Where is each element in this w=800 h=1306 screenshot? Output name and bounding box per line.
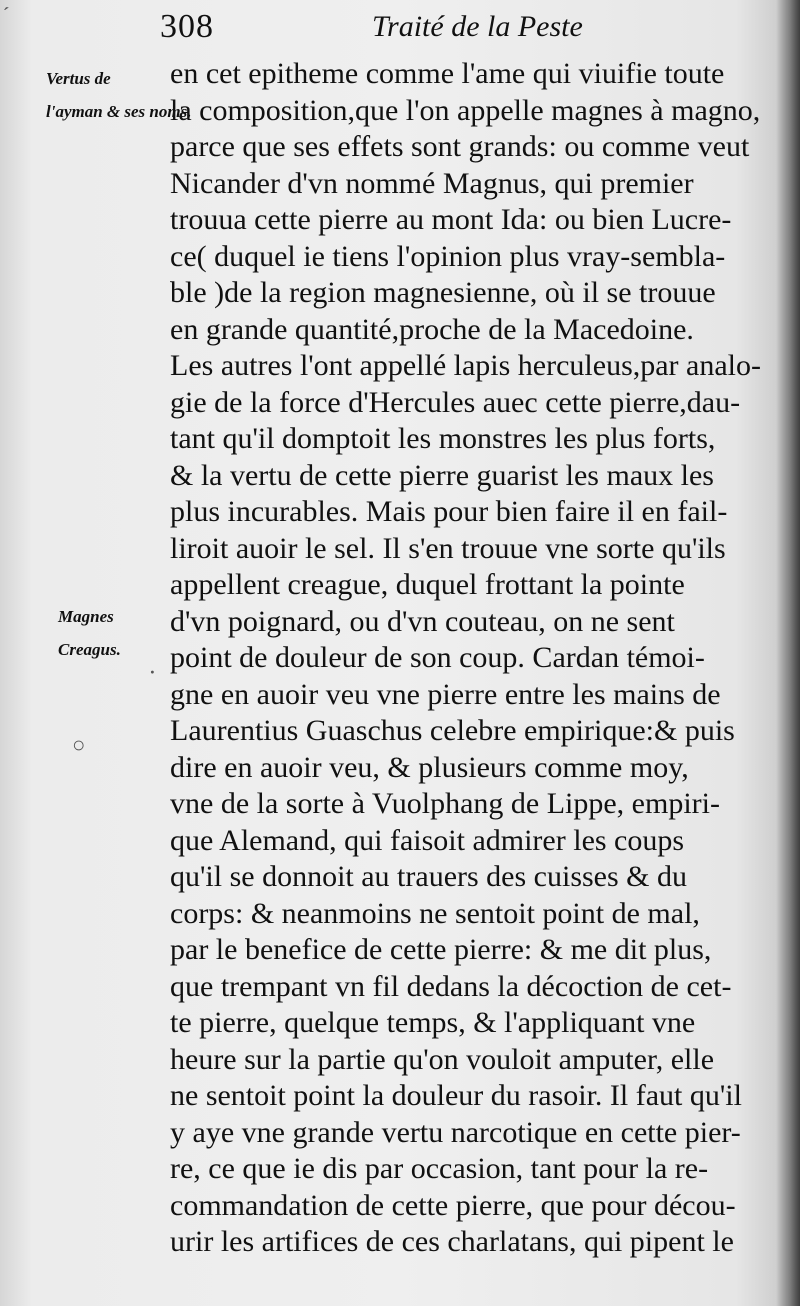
- gutter-shadow: [776, 0, 800, 1306]
- text-line: vne de la sorte à Vuolphang de Lippe, empiri-: [170, 787, 720, 820]
- text-line: ne sentoit point la douleur du rasoir. Il faut qu'il: [170, 1079, 742, 1112]
- margin-note-line: Creagus.: [58, 640, 121, 659]
- text-line: Les autres l'ont appellé lapis herculeus,par analo-: [170, 349, 762, 382]
- margin-note-line: l'ayman & ses noms.: [46, 102, 192, 121]
- running-head: Traité de la Peste: [372, 10, 583, 43]
- text-line: gie de la force d'Hercules auec cette pierre,dau-: [170, 385, 741, 419]
- text-line: d'vn poignard, ou d'vn couteau, on ne sent: [170, 604, 675, 638]
- page-header: [160, 6, 780, 50]
- margin-speck: ·: [150, 662, 155, 682]
- text-line: que trempant vn fil dedans la décoction de cet-: [170, 969, 732, 1003]
- text-line: que Alemand, qui faisoit admirer les coups: [170, 823, 685, 857]
- margin-note-magnes: [58, 600, 121, 666]
- text-line: parce que ses effets sont grands: ou comme veut: [170, 130, 750, 163]
- margin-speck: ˊ: [2, 4, 8, 24]
- text-line: la composition,que l'on appelle magnes à magno,: [170, 93, 761, 127]
- text-line: Laurentius Guaschus celebre empirique:& puis: [170, 714, 735, 747]
- page-number: 308: [160, 8, 214, 45]
- text-line: corps: & neanmoins ne sentoit point de mal,: [170, 896, 700, 930]
- text-line: par le benefice de cette pierre: & me dit plus,: [170, 933, 712, 966]
- text-line: ble )de la region magnesienne, où il se trouue: [170, 276, 716, 309]
- text-line: gne en auoir veu vne pierre entre les mains de: [170, 677, 721, 711]
- text-line: plus incurables. Mais pour bien faire il en fail-: [170, 495, 728, 528]
- text-line: te pierre, quelque temps, & l'appliquant vne: [170, 1006, 696, 1039]
- text-line: dire en auoir veu, & plusieurs comme moy,: [170, 750, 689, 784]
- text-line: point de douleur de son coup. Cardan témoi-: [170, 641, 705, 674]
- text-line: heure sur la partie qu'on vouloit amputer, elle: [170, 1042, 715, 1076]
- text-line: urir les artifices de ces charlatans, qui pipent le: [170, 1225, 734, 1258]
- text-line: Nicander d'vn nommé Magnus, qui premier: [170, 166, 694, 200]
- text-line: ce( duquel ie tiens l'opinion plus vray-sembla-: [170, 239, 726, 273]
- ink-ring-mark: ○: [72, 732, 86, 757]
- text-line: commandation de cette pierre, que pour décou-: [170, 1188, 736, 1222]
- text-line: appellent creague, duquel frottant la pointe: [170, 568, 685, 601]
- text-line: qu'il se donnoit au trauers des cuisses & du: [170, 860, 687, 893]
- text-line: y aye vne grande vertu narcotique en cette pier-: [170, 1115, 741, 1149]
- text-line: re, ce que ie dis par occasion, tant pour la re-: [170, 1152, 709, 1185]
- text-line: & la vertu de cette pierre guarist les maux les: [170, 458, 714, 492]
- text-line: en cet epitheme comme l'ame qui viuifie toute: [170, 57, 725, 90]
- body-text: [170, 56, 770, 1261]
- text-line: en grande quantité,proche de la Macedoine.: [170, 312, 694, 346]
- margin-note-line: Magnes: [58, 607, 114, 626]
- text-line: liroit auoir le sel. Il s'en trouue vne sorte qu'ils: [170, 531, 726, 565]
- margin-note-line: Vertus de: [46, 69, 111, 88]
- text-line: tant qu'il domptoit les monstres les plus forts,: [170, 422, 716, 455]
- text-line: trouua cette pierre au mont Ida: ou bien Lucre-: [170, 203, 732, 236]
